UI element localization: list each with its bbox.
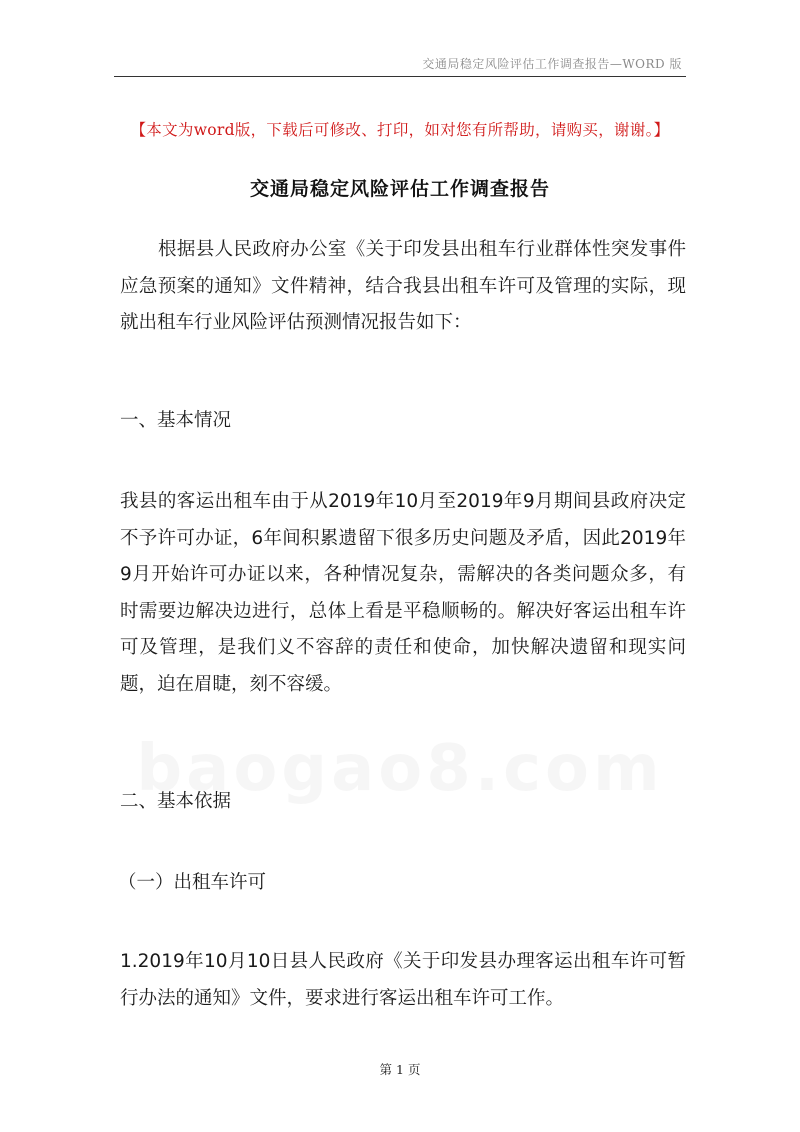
- header-rule: [114, 76, 686, 77]
- section-heading-basic-situation: 一、基本情况: [120, 410, 232, 431]
- item-1-paragraph: 1.2019年10月10日县人民政府《关于印发县办理客运出租车许可暂行办法的通知》文件，要求进行客运出租车许可工作。: [120, 951, 686, 1009]
- running-header: 交通局稳定风险评估工作调查报告—WORD 版: [422, 57, 682, 71]
- subsection-heading-taxi-license: （一）出租车许可: [118, 872, 267, 893]
- basic-situation-paragraph: 我县的客运出租车由于从2019年10月至2019年9月期间县政府决定不予许可办证，6年间积累遗留下很多历史问题及矛盾，因此2019年9月开始许可办证以来，各种情况复杂，需解决的各类问题众多，有时需要边解决边进行，总体上看是平稳顺畅的。解决好客运出租车许可及管理，是我们义不容辞的责任和使命，加快解决遗留和现实问题，迫在眉睫，刻不容缓。: [120, 491, 686, 695]
- intro-paragraph: 根据县人民政府办公室《关于印发县出租车行业群体性突发事件应急预案的通知》文件精神，结合我县出租车许可及管理的实际，现就出租车行业风险评估预测情况报告如下：: [120, 239, 686, 333]
- document-title: 交通局稳定风险评估工作调查报告: [249, 178, 550, 200]
- page-number: 第 1 页: [379, 1062, 421, 1077]
- purchase-notice: 【本文为word版，下载后可修改、打印，如对您有所帮助，请购买，谢谢。】: [130, 121, 670, 139]
- section-heading-basic-basis: 二、基本依据: [120, 791, 232, 812]
